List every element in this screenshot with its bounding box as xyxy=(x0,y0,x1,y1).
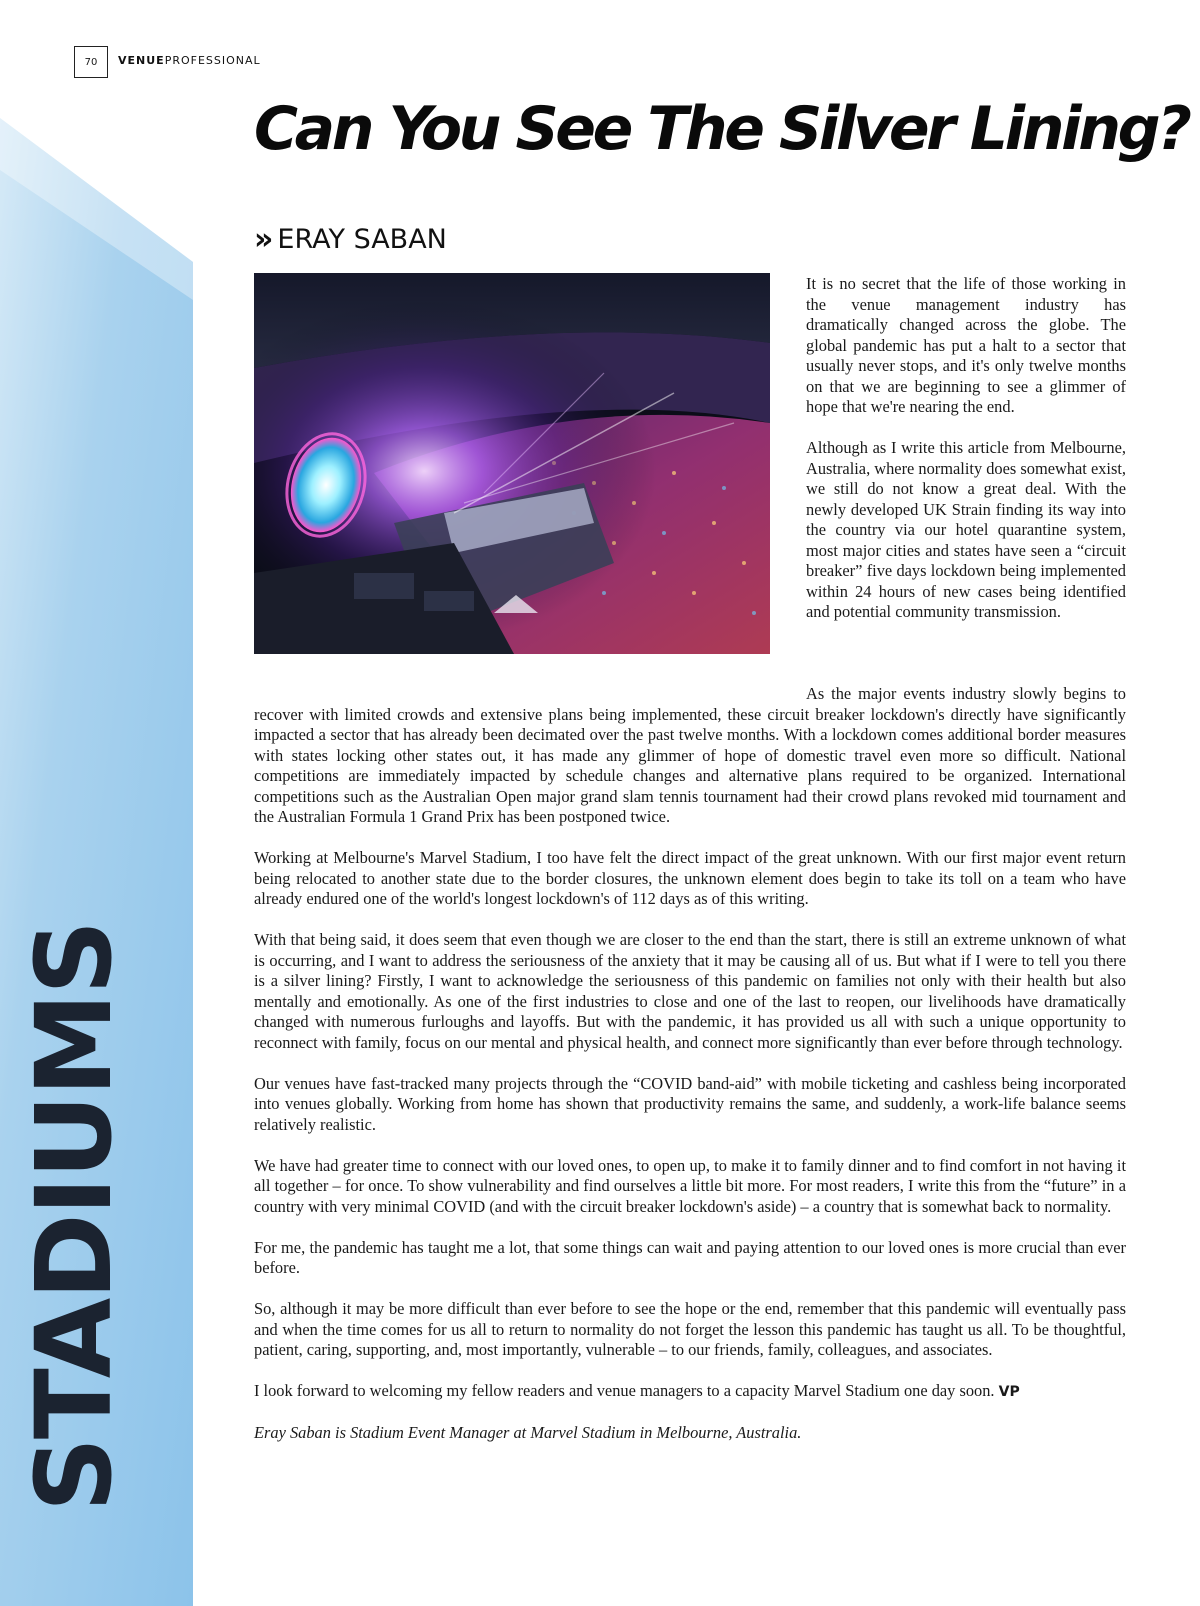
author-bio: Eray Saban is Stadium Event Manager at Marvel Stadium in Melbourne, Australia. xyxy=(254,1423,802,1442)
body-paragraph: We have had greater time to connect with our loved ones, to open up, to make it to family dinner and to find comfort in not having it all together – for once. To show vulnerability and find ourselves a little bit more. For most readers, I write this from the “future” in a country with very minimal COVID (and with the circuit breaker lockdown's aside) – a country that is somewhat back to normality. xyxy=(254,1155,1126,1216)
intro-column xyxy=(806,274,1126,643)
author-name: ERAY SABAN xyxy=(277,224,447,255)
body-paragraph: For me, the pandemic has taught me a lot, that some things can wait and paying attention to our loved ones is more crucial than ever before. xyxy=(254,1237,1126,1277)
article-body xyxy=(254,684,1126,1464)
concert-photo xyxy=(254,273,770,654)
magazine-masthead xyxy=(118,54,261,67)
article-headline: Can You See The Silver Lining? xyxy=(254,94,1189,164)
byline xyxy=(254,222,447,257)
masthead-bold: VENUE xyxy=(118,54,165,67)
body-paragraph: With that being said, it does seem that even though we are closer to the end than the start, there is still an extreme unknown of what is occurring, and I want to address the seriousness of the anxiety that it may be causing all of us. But what if I were to tell you there is a silver lining? Firstly, I want to acknowledge the seriousness of this pandemic on families not only with their health but also mentally and emotionally. As one of the first industries to close and one of the last to reopen, our livelihoods have dramatically changed with numerous furloughs and layoffs. But with the pandemic, it has provided us all with such a unique opportunity to reconnect with family, focus on our mental and physical health, and connect more significantly than ever before through technology. xyxy=(254,930,1126,1052)
page-number: 70 xyxy=(74,46,108,78)
masthead-rest: PROFESSIONAL xyxy=(164,54,261,67)
end-mark: VP xyxy=(998,1384,1020,1400)
double-chevron-icon: » xyxy=(254,222,270,257)
intro-paragraph: Although as I write this article from Melbourne, Australia, where normality does somewhat exist, we still do not know a great deal. With the newly developed UK Strain finding its way into the country via our hotel quarantine system, most major cities and states have seen a “circuit breaker” five days lockdown being implemented within 24 hours of new cases being identified and potential community transmission. xyxy=(806,438,1126,621)
intro-paragraph: It is no secret that the life of those working in the venue management industry has dramatically changed across the globe. The global pandemic has put a halt to a sector that usually never stops, and it's only twelve months on that we are beginning to see a glimmer of hope that we're nearing the end. xyxy=(806,274,1126,416)
closing-text: I look forward to welcoming my fellow readers and venue managers to a capacity Marvel Stadium one day soon. xyxy=(254,1381,995,1400)
body-paragraph: As the major events industry slowly begins to recover with limited crowds and extensive plans being implemented, these circuit breaker lockdown's directly have significantly impacted a sector that has already been decimated over the past twelve months. With a lockdown comes additional border measures with states locking other states out, it has made any glimmer of hope of domestic travel even more so difficult. National competitions are immediately impacted by schedule changes and alternative plans required to be organized. International competitions such as the Australian Open major grand slam tennis tournament had their crowd plans revoked mid tournament and the Australian Formula 1 Grand Prix has been postponed twice. xyxy=(254,684,1126,826)
section-label: STADIUMS xyxy=(13,921,135,1512)
closing-paragraph xyxy=(254,1381,1126,1403)
body-paragraph: So, although it may be more difficult than ever before to see the hope or the end, remember that this pandemic will eventually pass and when the time comes for us all to return to normality do not forget the lesson this pandemic has taught us all. To be thoughtful, patient, caring, supporting, and, most importantly, vulnerable – to our friends, family, colleagues, and associates. xyxy=(254,1299,1126,1359)
body-paragraph: Our venues have fast-tracked many projects through the “COVID band-aid” with mobile ticketing and cashless being incorporated into venues globally. Working from home has shown that productivity remains the same, and suddenly, a work-life balance seems relatively realistic. xyxy=(254,1073,1126,1134)
body-paragraph: Working at Melbourne's Marvel Stadium, I too have felt the direct impact of the great unknown. With our first major event return being relocated to another state due to the border closures, the unknown element does begin to take its toll on a team who have already endured one of the world's longest lockdown's of 112 days as of this writing. xyxy=(254,848,1126,908)
